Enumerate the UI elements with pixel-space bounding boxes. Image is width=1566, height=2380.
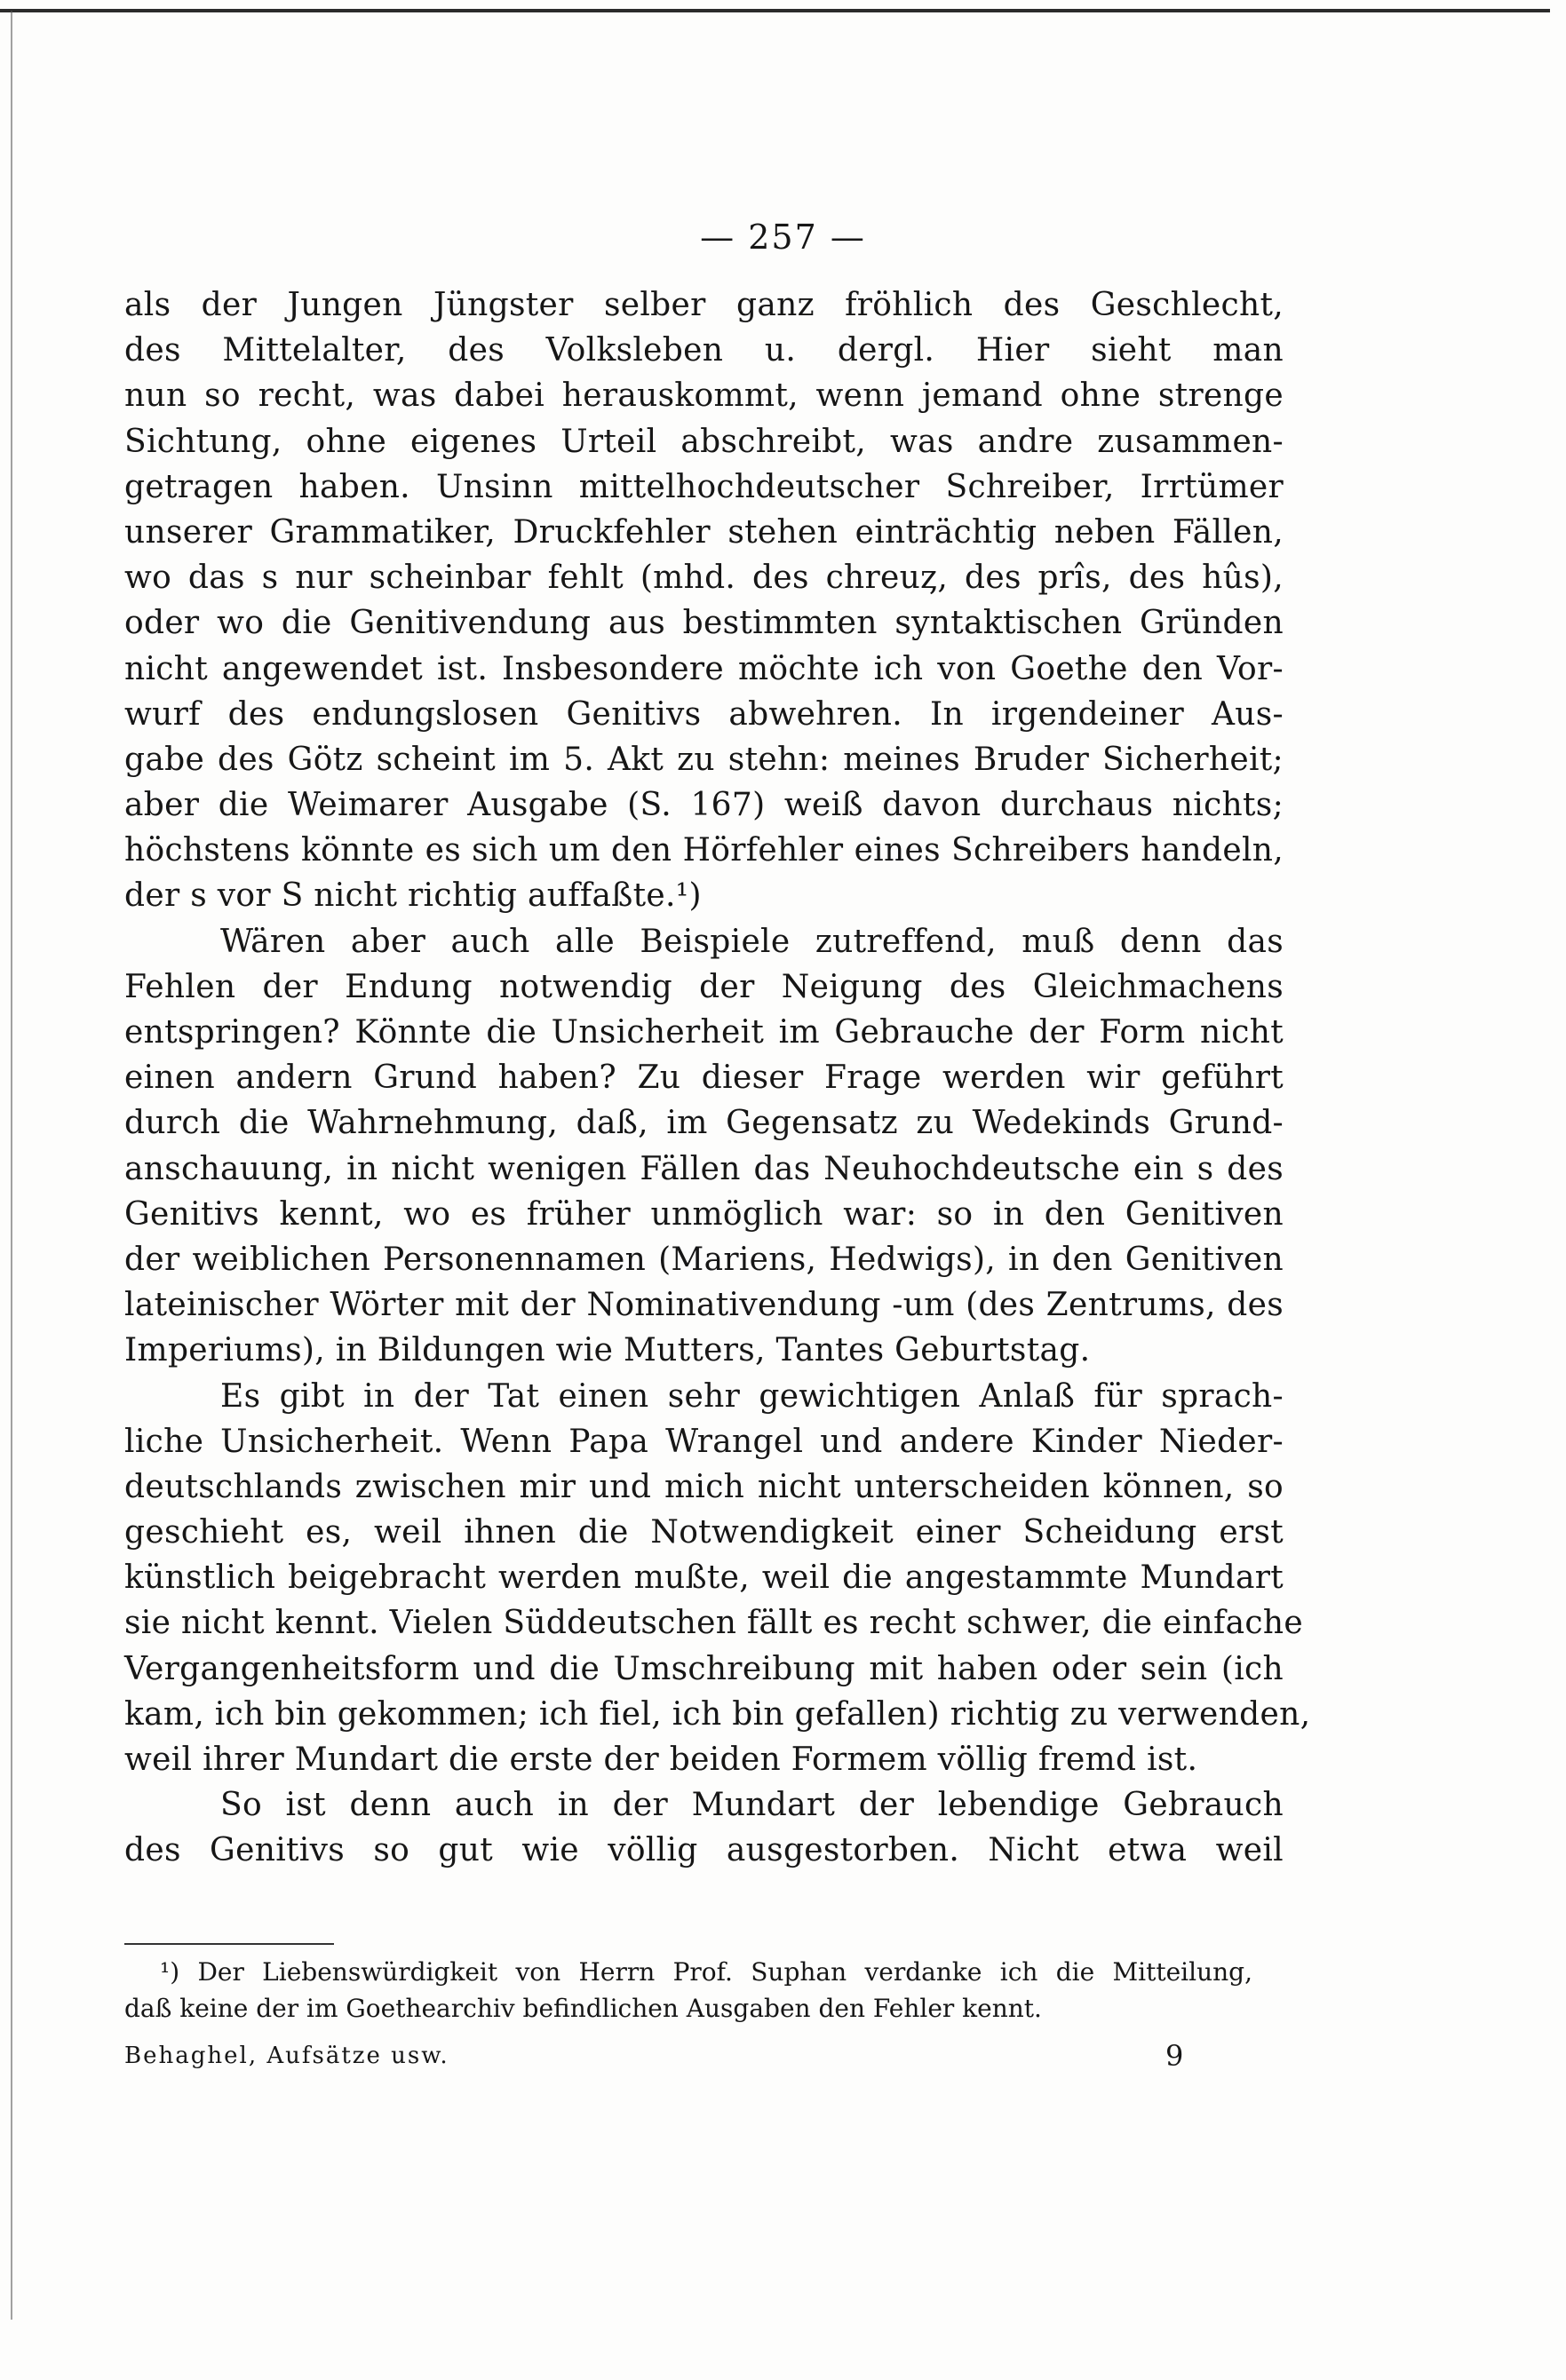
top-border-line	[0, 9, 1550, 12]
text-line: der s vor S nicht richtig auffaßte.¹)	[124, 877, 702, 915]
text-line: nicht angewendet ist. Insbesondere möchte ich von Goethe den Vor-	[124, 650, 1284, 687]
text-line: liche Unsicherheit. Wenn Papa Wrangel und andere Kinder Nieder-	[124, 1423, 1284, 1460]
signature-number: 9	[1165, 2039, 1184, 2073]
text-line: Vergangenheitsform und die Umschreibung mit haben oder sein (ich	[124, 1650, 1284, 1687]
text-line: einen andern Grund haben? Zu dieser Frage werden wir geführt	[124, 1059, 1284, 1097]
text-line: unserer Grammatiker, Druckfehler stehen einträchtig neben Fällen,	[124, 513, 1284, 551]
text-line: der weiblichen Personennamen (Mariens, Hedwigs), in den Genitiven	[124, 1241, 1284, 1278]
text-line: des Genitivs so gut wie völlig ausgestorben. Nicht etwa weil	[124, 1832, 1284, 1869]
text-line: durch die Wahrnehmung, daß, im Gegensatz zu Wedekinds Grund-	[124, 1105, 1284, 1142]
signature-mark: Behaghel, Aufsätze usw.	[124, 2043, 449, 2069]
text-line: getragen haben. Unsinn mittelhochdeutscher Schreiber, Irrtümer	[124, 468, 1284, 505]
text-line: nun so recht, was dabei herauskommt, wenn jemand ohne strenge	[124, 377, 1284, 415]
text-line: Imperiums), in Bildungen wie Mutters, Tantes Geburtstag.	[124, 1332, 1091, 1369]
text-line: als der Jungen Jüngster selber ganz fröhlich des Geschlecht,	[124, 287, 1284, 323]
left-border-line	[11, 11, 12, 2320]
text-line: wurf des endungslosen Genitivs abwehren. In irgendeiner Aus-	[124, 695, 1284, 733]
page-number: — 257 —	[700, 218, 866, 257]
text-line: oder wo die Genitivendung aus bestimmten syntaktischen Gründen	[124, 605, 1284, 642]
text-line: Genitivs kennt, wo es früher unmöglich war: so in den Genitiven	[124, 1195, 1284, 1233]
text-line: künstlich beigebracht werden mußte, weil die angestammte Mundart	[124, 1559, 1284, 1597]
footnotes	[124, 1954, 1252, 2027]
text-line: weil ihrer Mundart die erste der beiden Formem völlig fremd ist.	[124, 1741, 1198, 1778]
text-line: anschauung, in nicht wenigen Fällen das Neuhochdeutsche ein s des	[124, 1150, 1284, 1187]
text-line: deutschlands zwischen mir und mich nicht unterscheiden können, so	[124, 1468, 1284, 1505]
text-line: entspringen? Könnte die Unsicherheit im Gebrauche der Form nicht	[124, 1014, 1284, 1051]
text-line: gabe des Götz scheint im 5. Akt zu stehn: meines Bruder Sicherheit;	[124, 741, 1284, 778]
text-line: kam, ich bin gekommen; ich fiel, ich bin gefallen) richtig zu verwenden,	[124, 1695, 1311, 1733]
text-line: höchstens könnte es sich um den Hörfehler eines Schreibers handeln,	[124, 832, 1284, 869]
text-line: aber die Weimarer Ausgabe (S. 167) weiß davon durchaus nichts;	[124, 787, 1284, 824]
footnote-line: ¹) Der Liebenswürdigkeit von Herrn Prof. Suphan verdanke ich die Mitteilung,	[160, 1957, 1252, 1987]
text-line: So ist denn auch in der Mundart der lebendige Gebrauch	[220, 1787, 1284, 1824]
text-line: Wären aber auch alle Beispiele zutreffend, muß denn das	[220, 923, 1284, 960]
text-line: lateinischer Wörter mit der Nominativendung -um (des Zentrums, des	[124, 1287, 1284, 1324]
text-line: wo das s nur scheinbar fehlt (mhd. des chreuȥ, des prîs, des hûs),	[124, 559, 1284, 597]
text-line: sie nicht kennt. Vielen Süddeutschen fällt es recht schwer, die einfache	[124, 1605, 1303, 1642]
text-line: Es gibt in der Tat einen sehr gewichtigen Anlaß für sprach-	[220, 1377, 1284, 1415]
text-line: des Mittelalter, des Volksleben u. dergl. Hier sieht man	[124, 332, 1284, 369]
footnote-separator	[124, 1943, 334, 1945]
text-line: geschieht es, weil ihnen die Notwendigkeit einer Scheidung erst	[124, 1514, 1284, 1551]
text-line: Sichtung, ohne eigenes Urteil abschreibt, was andre zusammen-	[124, 423, 1284, 460]
footnote-line: daß keine der im Goethearchiv befindlichen Ausgaben den Fehler kennt.	[124, 1994, 1042, 2023]
text-line: Fehlen der Endung notwendig der Neigung des Gleichmachens	[124, 968, 1284, 1005]
body-text	[124, 282, 1311, 1874]
